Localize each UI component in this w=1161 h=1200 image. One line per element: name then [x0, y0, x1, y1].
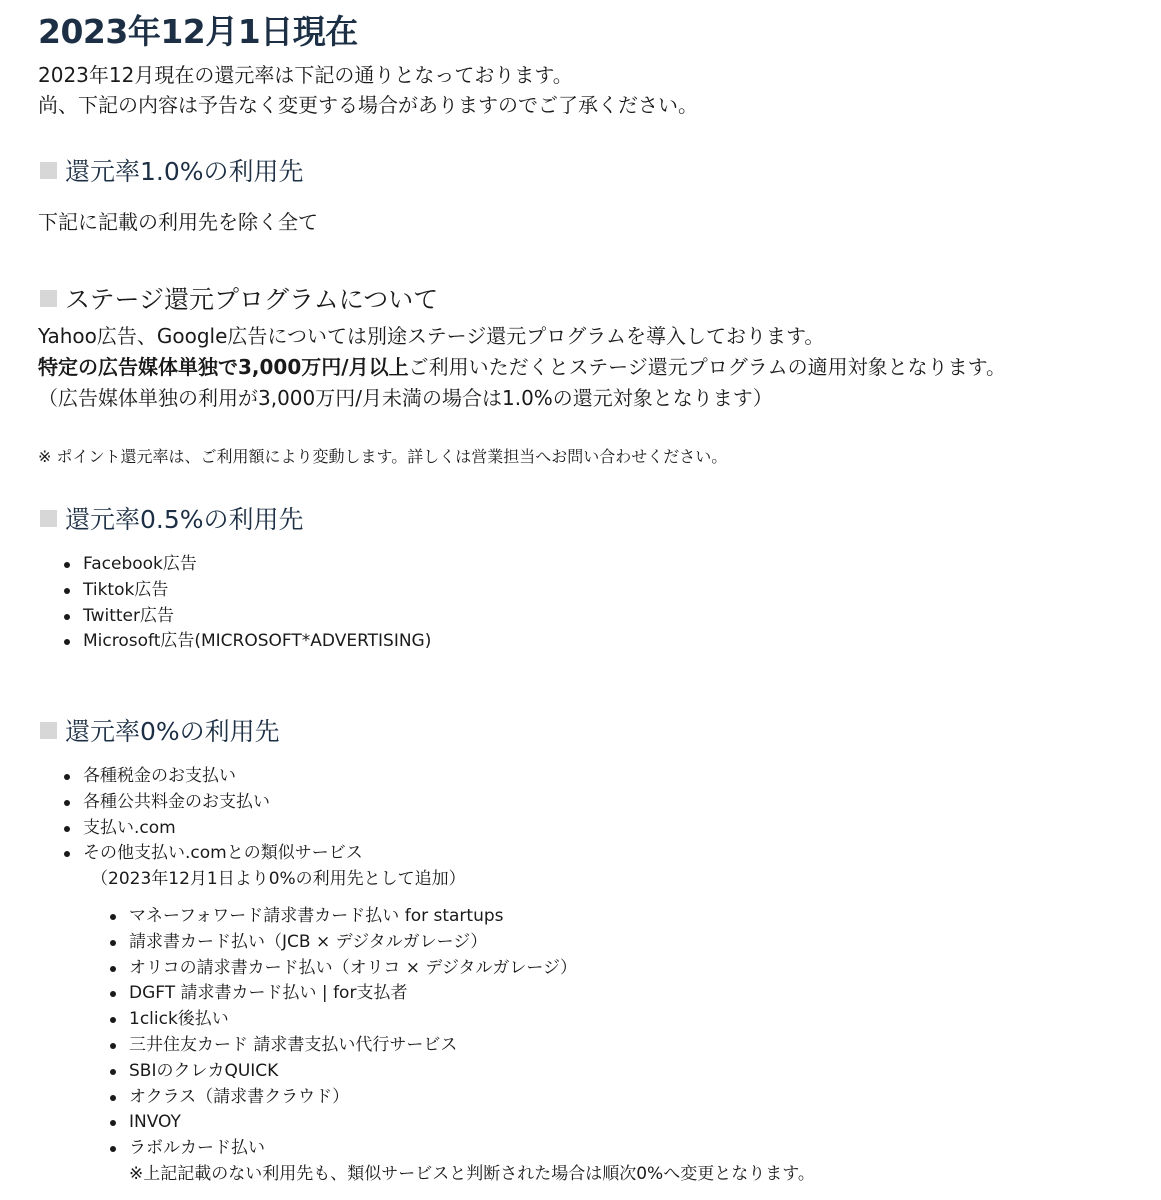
stage-line-1: Yahoo広告、Google広告については別途ステージ還元プログラムを導入しております。	[38, 324, 825, 348]
bullet-icon	[64, 774, 70, 780]
bullet-icon	[64, 588, 70, 594]
list-item: その他支払い.comとの類似サービス （2023年12月1日より0%の利用先として追加）	[83, 841, 466, 893]
list-item: Twitter広告	[83, 604, 431, 630]
bullet-icon	[64, 851, 70, 857]
rate-0-5-list	[83, 552, 431, 655]
final-note: ※上記記載のない利用先も、類似サービスと判断された場合は順次0%へ変更となります。	[129, 1163, 815, 1184]
heading-rate-0-label: 還元率0%の利用先	[65, 717, 280, 746]
list-item: オリコの請求書カード払い（オリコ × デジタルガレージ）	[129, 956, 815, 982]
bullet-icon	[64, 562, 70, 568]
list-item: Facebook広告	[83, 552, 431, 578]
heading-rate-0-5	[40, 500, 304, 536]
square-marker-icon	[40, 722, 57, 739]
list-item: 各種税金のお支払い	[83, 764, 466, 790]
rate-1-0-text: 下記に記載の利用先を除く全て	[38, 210, 318, 234]
list-item: Microsoft広告(MICROSOFT*ADVERTISING)	[83, 629, 431, 655]
list-item: ラボルカード払い ※上記記載のない利用先も、類似サービスと判断された場合は順次0%へ変更となります。	[129, 1136, 815, 1188]
rate-0-list	[83, 764, 466, 893]
stage-line-2-bold: 特定の広告媒体単独で3,000万円/月以上	[38, 355, 409, 379]
bullet-icon	[110, 966, 116, 972]
bullet-icon	[110, 914, 116, 920]
stage-note: ※ ポイント還元率は、ご利用額により変動します。詳しくは営業担当へお問い合わせください。	[38, 447, 728, 466]
square-marker-icon	[40, 290, 57, 307]
intro-text	[38, 60, 698, 120]
bullet-icon	[64, 639, 70, 645]
list-item: 請求書カード払い（JCB × デジタルガレージ）	[129, 930, 815, 956]
stage-line-3: （広告媒体単独の利用が3,000万円/月未満の場合は1.0%の還元対象となります）	[38, 386, 773, 410]
list-item: 各種公共料金のお支払い	[83, 790, 466, 816]
heading-rate-0	[40, 712, 280, 748]
bullet-icon	[110, 1120, 116, 1126]
bullet-icon	[64, 826, 70, 832]
bullet-icon	[64, 800, 70, 806]
bullet-icon	[110, 940, 116, 946]
square-marker-icon	[40, 162, 57, 179]
bullet-icon	[110, 1069, 116, 1075]
stage-program-text	[38, 321, 1006, 414]
bullet-icon	[110, 1095, 116, 1101]
heading-stage-program-label: ステージ還元プログラムについて	[65, 285, 439, 314]
added-note: （2023年12月1日より0%の利用先として追加）	[91, 869, 466, 890]
heading-rate-1-0	[40, 152, 304, 188]
list-item: マネーフォワード請求書カード払い for startups	[129, 904, 815, 930]
square-marker-icon	[40, 510, 57, 527]
list-item: オクラス（請求書クラウド）	[129, 1085, 815, 1111]
list-item: SBIのクレカQUICK	[129, 1059, 815, 1085]
intro-line-1: 2023年12月現在の還元率は下記の通りとなっております。	[38, 63, 573, 87]
list-item: 1click後払い	[129, 1007, 815, 1033]
bullet-icon	[64, 614, 70, 620]
list-item: INVOY	[129, 1110, 815, 1136]
intro-line-2: 尚、下記の内容は予告なく変更する場合がありますのでご了承ください。	[38, 93, 698, 117]
bullet-icon	[110, 1146, 116, 1152]
list-item: Tiktok広告	[83, 578, 431, 604]
heading-rate-0-5-label: 還元率0.5%の利用先	[65, 505, 304, 534]
list-item: DGFT 請求書カード払い | for支払者	[129, 981, 815, 1007]
page-title: 2023年12月1日現在	[38, 12, 358, 51]
stage-line-2-rest: ご利用いただくとステージ還元プログラムの適用対象となります。	[408, 355, 1006, 379]
list-item: 三井住友カード 請求書支払い代行サービス	[129, 1033, 815, 1059]
heading-stage-program	[40, 280, 438, 316]
stage-line-2	[38, 352, 1006, 383]
heading-rate-1-0-label: 還元率1.0%の利用先	[65, 157, 304, 186]
list-item: 支払い.com	[83, 816, 466, 842]
bullet-icon	[110, 991, 116, 997]
bullet-icon	[110, 1017, 116, 1023]
similar-services-list	[129, 904, 815, 1188]
bullet-icon	[110, 1043, 116, 1049]
